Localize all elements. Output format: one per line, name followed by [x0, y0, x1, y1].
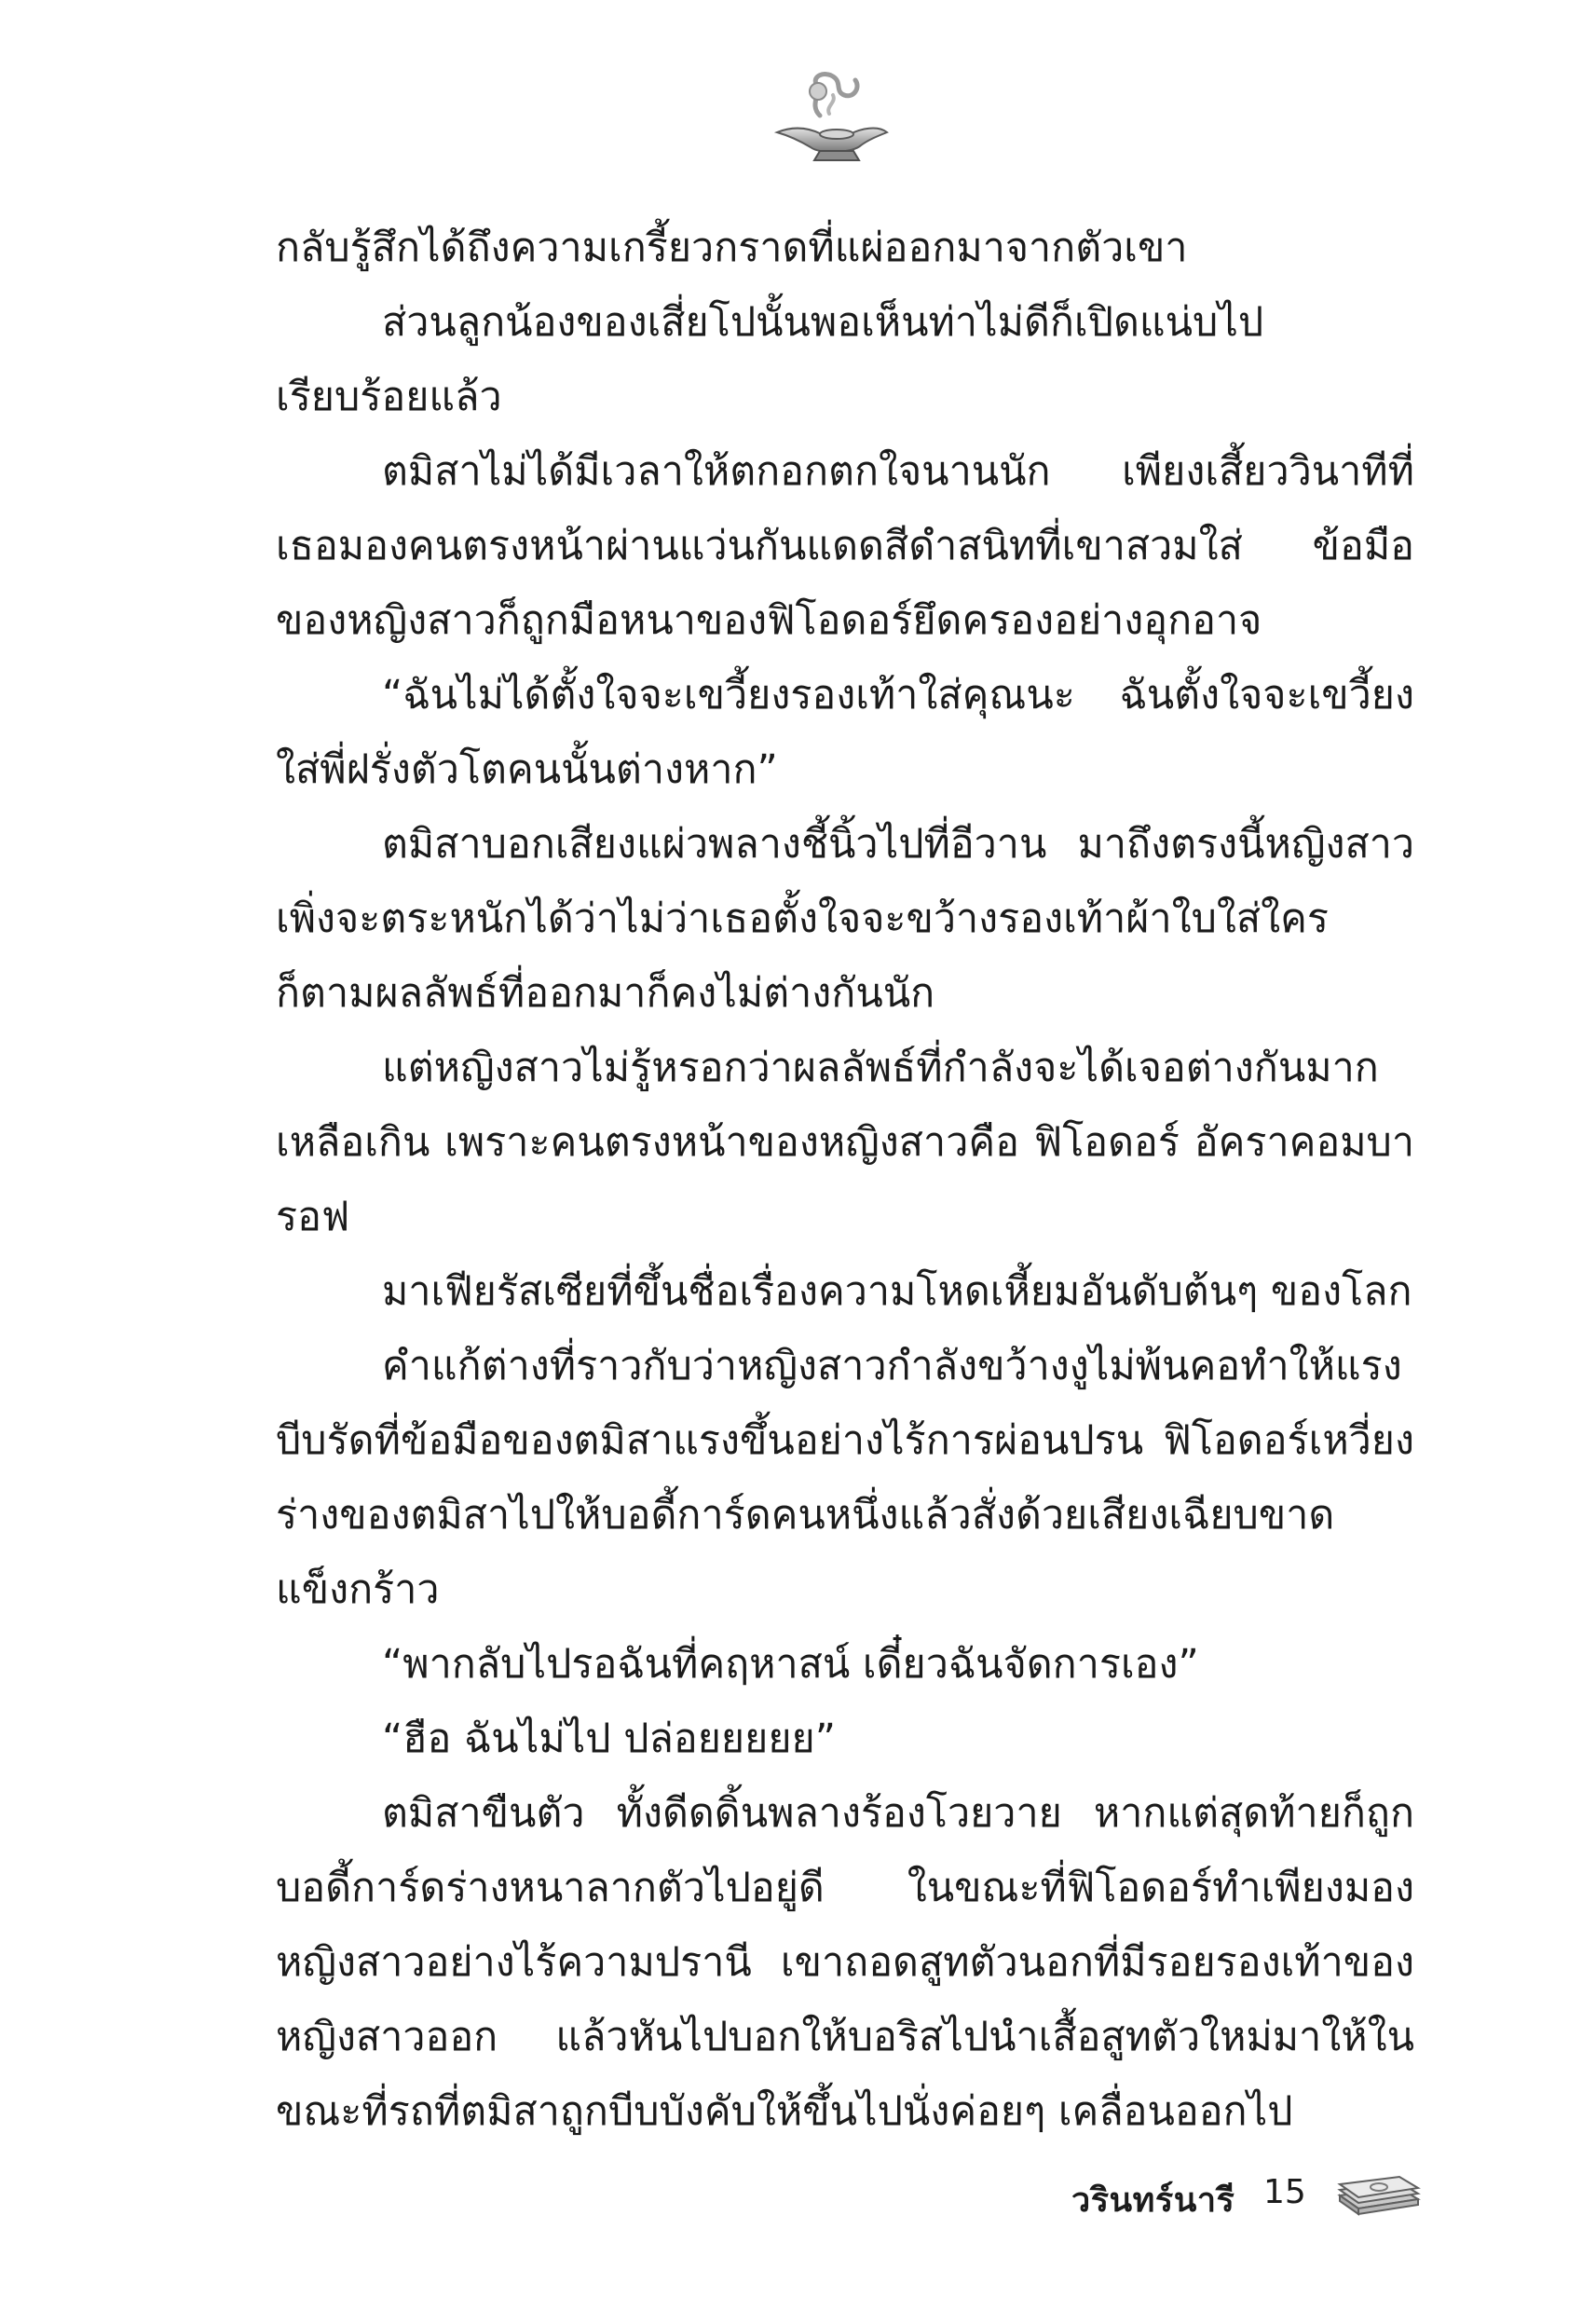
paragraph-11: ตมิสาขืนตัว ทั้งดีดดิ้นพลางร้องโวยวาย หากแต่สุดท้ายก็ถูกบอดี้การ์ดร่างหนาลากตัวไปอยู่ดี ในขณะที่ฟิโอดอร์ทำเพียงมองหญิงสาวอย่างไร้ความปรานี เขาถอดสูทตัวนอกที่มีรอยรองเท้าของหญิงสาวออก แล้วหันไปบอกให้บอริสไปนำเสื้อสูทตัวใหม่มาให้ในขณะที่รถที่ตมิสาถูกบีบบังคับให้ขึ้นไปนั่งค่อยๆ เคลื่อนออกไป: [276, 1790, 1414, 2135]
paragraph-2: ส่วนลูกน้องของเสี่ยโปนั้นพอเห็นท่าไม่ดีก็เปิดแน่บไปเรียบร้อยแล้ว: [276, 299, 1264, 420]
paragraph-7: มาเฟียรัสเซียที่ขึ้นชื่อเรื่องความโหดเหี้ยมอันดับต้นๆ ของโลก: [382, 1268, 1412, 1315]
paragraph-5: ตมิสาบอกเสียงแผ่วพลางชี้นิ้วไปที่อีวาน มาถึงตรงนี้หญิงสาวเพิ่งจะตระหนักได้ว่าไม่ว่าเธอตั้งใจจะขว้างรองเท้าผ้าใบใส่ใครก็ตามผลลัพธ์ที่ออกมาก็คงไม่ต่างกันนัก: [276, 821, 1414, 1017]
paragraph-10: “ฮือ ฉันไม่ไป ปล่อยยยยย”: [382, 1716, 836, 1762]
money-stack-icon: [1334, 2164, 1424, 2220]
genie-lamp-icon: [764, 67, 894, 170]
paragraph-4: “ฉันไม่ได้ตั้งใจจะเขวี้ยงรองเท้าใส่คุณนะ ฉันตั้งใจจะเขวี้ยงใส่พี่ฝรั่งตัวโตคนนั้นต่างหาก”: [276, 672, 1414, 793]
paragraph-3: ตมิสาไม่ได้มีเวลาให้ตกอกตกใจนานนัก เพียงเสี้ยววินาทีที่เธอมองคนตรงหน้าผ่านแว่นกันแดดสีดำสนิทที่เขาสวมใส่ ข้อมือของหญิงสาวก็ถูกมือหนาของฟิโอดอร์ยึดครองอย่างอุกอาจ: [276, 448, 1414, 644]
paragraph-9: “พากลับไปรอฉันที่คฤหาสน์ เดี๋ยวฉันจัดการเอง”: [382, 1641, 1199, 1688]
paragraph-1: กลับรู้สึกได้ถึงความเกรี้ยวกราดที่แผ่ออกมาจากตัวเขา: [276, 225, 1188, 271]
book-title: วรินทร์นารี: [1071, 2181, 1235, 2220]
page-footer: [1071, 2160, 1425, 2235]
page-number: 15: [1263, 2173, 1306, 2211]
paragraph-8: คำแก้ต่างที่ราวกับว่าหญิงสาวกำลังขว้างงูไม่พ้นคอทำให้แรงบีบรัดที่ข้อมือของตมิสาแรงขึ้นอย่างไร้การผ่อนปรน ฟิโอดอร์เหวี่ยงร่างของตมิสาไปให้บอดี้การ์ดคนหนึ่งแล้วสั่งด้วยเสียงเฉียบขาดแข็งกร้าว: [276, 1343, 1414, 1613]
paragraph-6: แต่หญิงสาวไม่รู้หรอกว่าผลลัพธ์ที่กำลังจะได้เจอต่างกันมากเหลือเกิน เพราะคนตรงหน้าของหญิงสาวคือ ฟิโอดอร์ อัคราคอมบารอฟ: [276, 1045, 1414, 1240]
body-text: [276, 211, 1414, 2149]
